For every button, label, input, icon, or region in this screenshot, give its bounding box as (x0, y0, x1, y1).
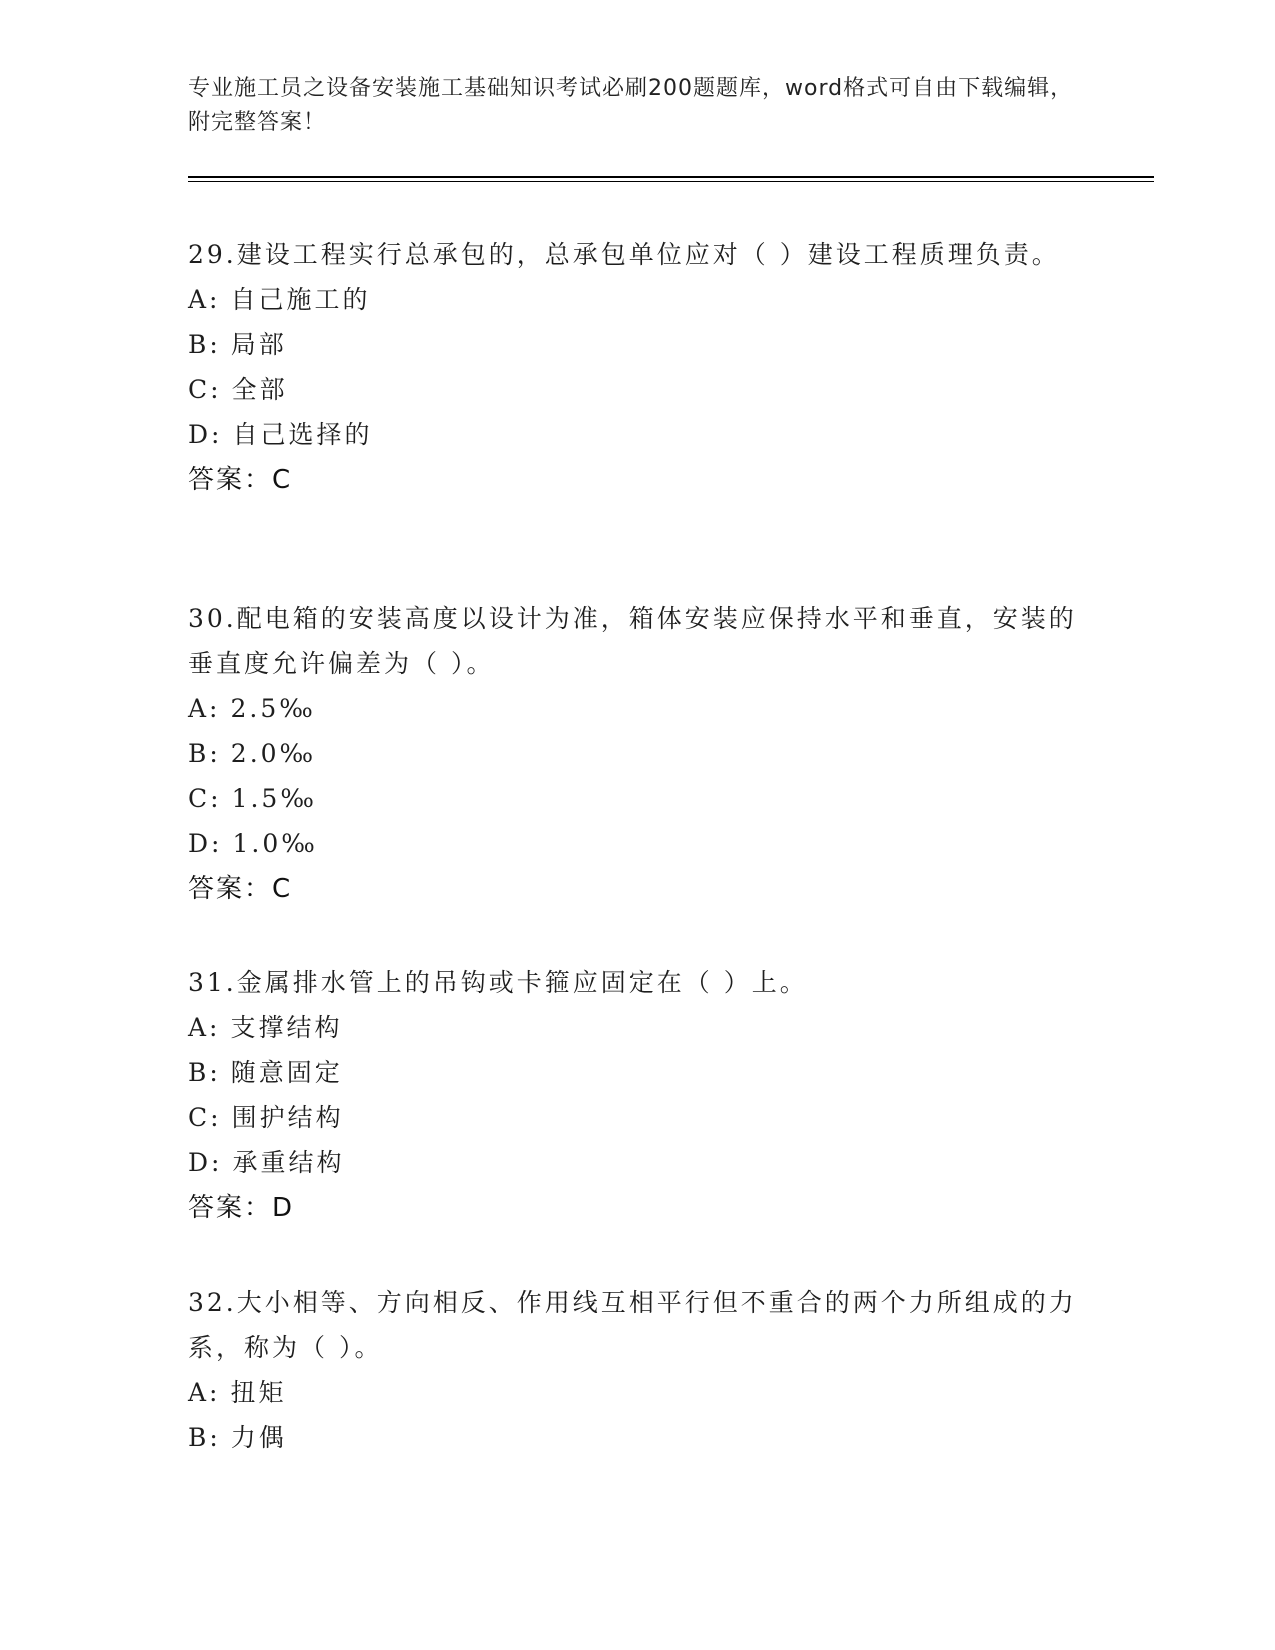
question-30 (188, 596, 1088, 912)
option-text: 随意固定 (230, 1058, 343, 1087)
header-title: 专业施工员之设备安装施工基础知识考试必刷200题题库，word格式可自由下载编辑，附完整答案！ (188, 76, 1074, 135)
option-letter: B: (188, 739, 221, 768)
option-d (188, 1140, 1088, 1185)
option-text: 全部 (231, 375, 288, 404)
option-text: 自己施工的 (230, 285, 371, 314)
option-letter: B: (188, 1423, 221, 1452)
question-29 (188, 232, 1088, 503)
option-letter: C: (188, 375, 222, 404)
option-letter: C: (188, 1103, 222, 1132)
option-letter: A: (188, 285, 221, 314)
option-a (188, 1005, 1088, 1050)
option-b (188, 1050, 1088, 1095)
option-letter: D: (188, 420, 223, 449)
header-divider-thin (188, 181, 1154, 182)
option-c (188, 367, 1088, 412)
question-31 (188, 960, 1088, 1231)
option-text: 局部 (230, 330, 287, 359)
option-text: 力偶 (230, 1423, 287, 1452)
option-text: 支撑结构 (230, 1013, 343, 1042)
option-letter: B: (188, 1058, 221, 1087)
option-letter: A: (188, 694, 221, 723)
option-text: 自己选择的 (232, 420, 373, 449)
question-32 (188, 1280, 1088, 1460)
option-letter: D: (188, 829, 223, 858)
option-letter: C: (188, 784, 222, 813)
option-a (188, 1370, 1088, 1415)
option-text: 承重结构 (232, 1148, 345, 1177)
question-stem: 31.金属排水管上的吊钩或卡箍应固定在（ ）上。 (188, 968, 808, 997)
document-header (188, 72, 1088, 140)
header-divider (188, 176, 1154, 178)
option-c (188, 776, 1088, 821)
option-text: 1.0‰ (232, 829, 318, 858)
option-text: 2.0‰ (230, 739, 317, 768)
option-d (188, 821, 1088, 866)
option-b (188, 731, 1088, 776)
option-b (188, 322, 1088, 367)
option-letter: D: (188, 1148, 223, 1177)
option-text: 扭矩 (230, 1378, 287, 1407)
option-text: 2.5‰ (230, 694, 316, 723)
option-text: 围护结构 (231, 1103, 344, 1132)
option-a (188, 686, 1088, 731)
option-a (188, 277, 1088, 322)
option-c (188, 1095, 1088, 1140)
answer: 答案：C (188, 874, 293, 904)
answer: 答案：C (188, 465, 293, 495)
option-b (188, 1415, 1088, 1460)
option-letter: A: (188, 1378, 221, 1407)
question-stem: 32.大小相等、方向相反、作用线互相平行但不重合的两个力所组成的力系，称为（ ）。 (188, 1288, 1077, 1362)
option-letter: A: (188, 1013, 221, 1042)
answer: 答案：D (188, 1193, 295, 1223)
question-stem: 29.建设工程实行总承包的，总承包单位应对（ ）建设工程质理负责。 (188, 240, 1060, 269)
option-text: 1.5‰ (231, 784, 317, 813)
option-letter: B: (188, 330, 221, 359)
question-stem: 30.配电箱的安装高度以设计为准，箱体安装应保持水平和垂直，安装的垂直度允许偏差为（ ）。 (188, 604, 1077, 678)
option-d (188, 412, 1088, 457)
